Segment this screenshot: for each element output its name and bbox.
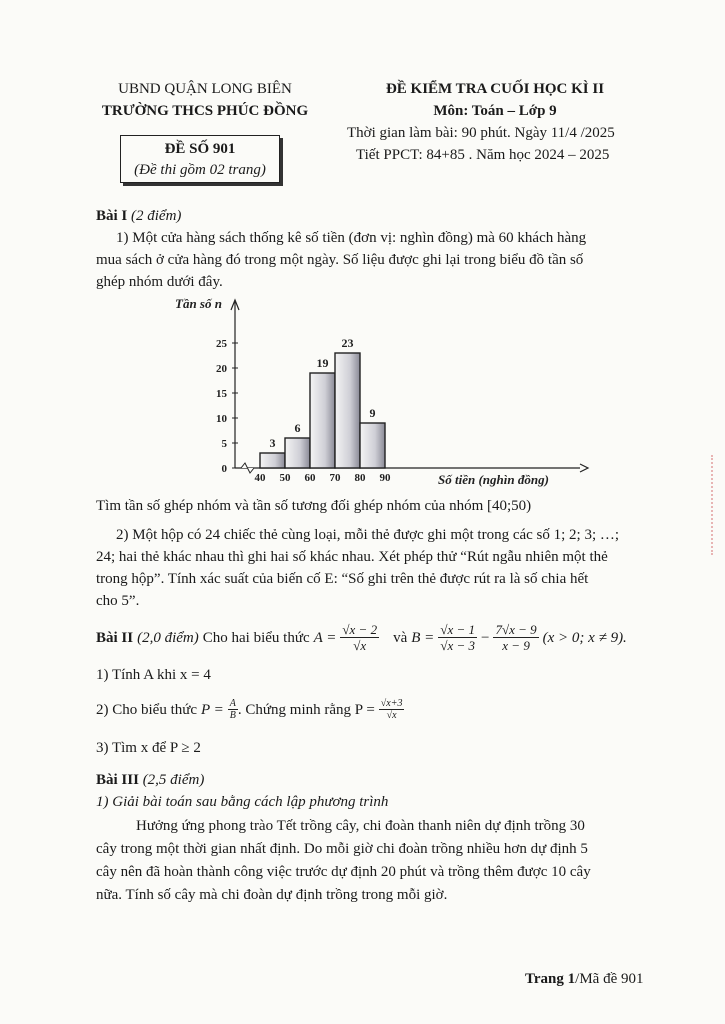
bai3-sub1: 1) Giải bài toán sau bằng cách lập phương trình: [96, 794, 389, 810]
bai1-q2-line1: 2) Một hộp có 24 chiếc thẻ cùng loại, mỗi thẻ được ghi một trong các số 1; 2; 3; …;: [116, 527, 620, 543]
expr-P-result-fraction: [379, 698, 405, 721]
y-tick-label: 10: [216, 413, 227, 425]
expr-B-numerator2: 7√x − 9: [495, 622, 537, 637]
stamp-mark: [711, 455, 721, 555]
expr-B-numerator1: √x − 1: [440, 622, 475, 637]
domain-condition: (x > 0; x ≠ 9).: [542, 629, 627, 646]
expr-A-numerator: √x − 2: [342, 622, 378, 637]
bar-value-label: 19: [316, 356, 329, 370]
bai3-title: Bài III: [96, 772, 139, 788]
minus-sign: −: [481, 629, 490, 646]
histogram-bar: [335, 353, 360, 468]
bai1-q1-line2: mua sách ở cửa hàng đó trong một ngày. Số liệu được ghi lại trong biểu đồ tần số: [96, 252, 584, 268]
bai3-line4: nữa. Tính số cây mà chi đoàn dự định trồng trong mỗi giờ.: [96, 887, 448, 903]
x-axis-arrow: [580, 464, 588, 472]
x-axis-label: Số tiền (nghìn đồng): [438, 472, 549, 487]
bai3-heading: [96, 769, 204, 791]
axis-break-mark: [241, 463, 254, 473]
expr-B-lhs: B =: [411, 629, 435, 646]
histogram-bar: [360, 423, 385, 468]
bai1-q2-line4: cho 5”.: [96, 593, 140, 609]
bar-value-label: 9: [369, 406, 376, 420]
bai2-intro-line: [96, 622, 627, 653]
and-word: và: [393, 629, 408, 646]
expr-A-fraction: [340, 622, 379, 653]
expr-P-def-denominator: B: [229, 710, 236, 721]
bai1-q2-line3: trong hộp”. Tính xác suất của biến cố E: “Số ghi trên thẻ được rút ra là số chia hết: [96, 571, 589, 587]
expr-A-lhs: A =: [313, 629, 337, 646]
expr-P-result-numerator: √x+3: [380, 698, 403, 709]
ppct-line: Tiết PPCT: 84+85 . Năm học 2024 – 2025: [356, 147, 610, 163]
histogram-bar: [285, 438, 310, 468]
y-tick-label: 20: [216, 363, 227, 375]
bai2-q2-mid: . Chứng minh rằng P =: [237, 701, 375, 718]
x-tick-label: 90: [379, 472, 391, 484]
x-tick-label: 50: [279, 472, 291, 484]
bai1-points: (2 điểm): [131, 208, 182, 224]
frequency-histogram: [160, 292, 590, 492]
district-name: UBND QUẬN LONG BIÊN: [118, 81, 292, 97]
expr-P-lhs: P =: [201, 701, 224, 718]
expr-B-fraction1: [438, 622, 477, 653]
histogram-bar: [310, 373, 335, 468]
histogram-bar: [260, 453, 285, 468]
bai2-title: Bài II: [96, 629, 134, 646]
expr-B-denominator1: √x − 3: [440, 638, 475, 653]
expr-A-denominator: √x: [353, 638, 367, 653]
subject-line: Môn: Toán – Lớp 9: [433, 103, 557, 119]
exam-code: ĐỀ SỐ 901: [164, 141, 236, 157]
y-tick-label: 0: [221, 463, 227, 475]
bai1-title: Bài I: [96, 208, 128, 224]
bai2-q1: 1) Tính A khi x = 4: [96, 667, 211, 683]
x-tick-label: 80: [354, 472, 366, 484]
bar-value-label: 23: [341, 336, 354, 350]
expr-P-result-denominator: √x: [386, 710, 397, 721]
bai3-line3: cây nên đã hoàn thành công việc trước dự định 20 phút và trồng thêm được 10 cây: [96, 864, 591, 880]
bai1-q2-line2: 24; hai thẻ khác nhau thì ghi hai số khác nhau. Xét phép thử “Rút ngẫu nhiên một thẻ: [96, 549, 608, 565]
bai2-q3: 3) Tìm x để P ≥ 2: [96, 740, 201, 756]
x-tick-label: 70: [329, 472, 341, 484]
bai3-line1: Hưởng ứng phong trào Tết trồng cây, chi đoàn thanh niên dự định trồng 30: [136, 818, 585, 834]
bai1-q1-ask: Tìm tần số ghép nhóm và tần số tương đối ghép nhóm của nhóm [40;50): [96, 498, 532, 514]
bai2-q2-pre: 2) Cho biểu thức: [96, 701, 198, 718]
bai3-points: (2,5 điểm): [142, 772, 205, 788]
expr-P-def-fraction: [228, 698, 238, 721]
bai1-q1-line1: 1) Một cửa hàng sách thống kê số tiền (đơn vị: nghìn đồng) mà 60 khách hàng: [116, 230, 587, 246]
bar-value-label: 6: [294, 421, 301, 435]
school-name: TRƯỜNG THCS PHÚC ĐỒNG: [101, 103, 309, 119]
bai2-intro: Cho hai biểu thức: [202, 629, 310, 646]
y-tick-label: 5: [221, 438, 227, 450]
bai3-line2: cây trong một thời gian nhất định. Do mỗi giờ chi đoàn trồng nhiều hơn dự định 5: [96, 841, 588, 857]
bar-value-label: 3: [269, 436, 276, 450]
exam-code-box: [120, 135, 280, 183]
y-axis-label: Tần số n: [175, 296, 222, 311]
y-tick-label: 15: [216, 388, 227, 400]
expr-B-fraction2: [493, 622, 538, 653]
exam-title: ĐỀ KIỂM TRA CUỐI HỌC KÌ II: [385, 81, 605, 97]
x-tick-label: 60: [304, 472, 316, 484]
bai2-q2-line: [96, 698, 404, 721]
bai1-q1-line3: ghép nhóm dưới đây.: [96, 274, 223, 290]
pages-note: (Đề thi gồm 02 trang): [134, 162, 266, 178]
x-tick-label: 40: [254, 472, 266, 484]
expr-B-denominator2: x − 9: [502, 638, 530, 653]
y-tick-label: 25: [216, 338, 227, 350]
page-code: /Mã đề 901: [575, 971, 644, 987]
page-footer: [525, 968, 643, 990]
expr-P-def-numerator: A: [229, 698, 236, 709]
bai2-points: (2,0 điểm): [137, 629, 199, 646]
page-number: Trang 1: [525, 971, 576, 987]
bai1-heading: [96, 205, 181, 227]
time-line: Thời gian làm bài: 90 phút. Ngày 11/4 /2025: [347, 125, 615, 141]
